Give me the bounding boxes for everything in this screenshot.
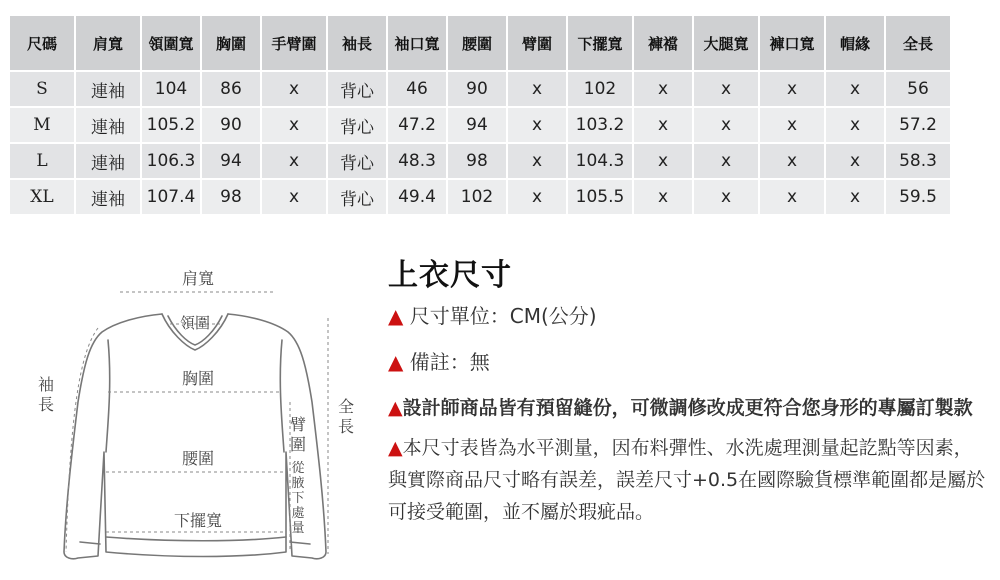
table-cell: 48.3 <box>388 144 446 178</box>
table-cell: 連袖 <box>76 144 140 178</box>
column-header: 領圍寬 <box>142 16 200 70</box>
table-cell: x <box>262 180 326 214</box>
table-cell: 49.4 <box>388 180 446 214</box>
table-cell: 46 <box>388 72 446 106</box>
collar-label: 領圍 <box>179 314 211 332</box>
column-header: 胸圍 <box>202 16 260 70</box>
unit-line <box>388 300 988 332</box>
svg-text:量: 量 <box>291 521 305 536</box>
length-label <box>338 397 354 436</box>
table-cell: x <box>508 144 566 178</box>
table-cell: 背心 <box>328 72 386 106</box>
column-header: 尺碼 <box>10 16 74 70</box>
triangle-icon: ▲ <box>388 397 403 419</box>
table-cell: 105.5 <box>568 180 632 214</box>
table-cell: 連袖 <box>76 72 140 106</box>
table-cell: 98 <box>202 180 260 214</box>
svg-text:腋: 腋 <box>291 476 305 491</box>
table-cell: 連袖 <box>76 108 140 142</box>
size-cell: S <box>10 72 74 106</box>
table-cell: 102 <box>448 180 506 214</box>
info-title: 上衣尺寸 <box>388 258 512 293</box>
triangle-icon: ▲ <box>388 350 404 374</box>
svg-text:長: 長 <box>337 417 355 436</box>
table-cell: 背心 <box>328 144 386 178</box>
table-cell: 90 <box>448 72 506 106</box>
column-header: 褲口寬 <box>760 16 824 70</box>
design-note-text: 設計師商品皆有預留縫份，可微調修改成更符合您身形的專屬訂製款 <box>402 397 973 419</box>
table-cell: 94 <box>202 144 260 178</box>
table-cell: x <box>760 144 824 178</box>
table-cell: 90 <box>202 108 260 142</box>
svg-text:處: 處 <box>291 506 305 521</box>
table-cell: x <box>262 144 326 178</box>
svg-text:臂: 臂 <box>289 415 307 434</box>
size-cell: L <box>10 144 74 178</box>
table-cell: x <box>508 108 566 142</box>
table-cell: 57.2 <box>886 108 950 142</box>
table-cell: x <box>694 180 758 214</box>
column-header: 大腿寬 <box>694 16 758 70</box>
table-row <box>10 180 950 214</box>
column-header: 下擺寬 <box>568 16 632 70</box>
column-header: 臂圍 <box>508 16 566 70</box>
table-cell: x <box>262 108 326 142</box>
table-cell: x <box>508 180 566 214</box>
arm-label <box>290 415 306 454</box>
svg-text:下: 下 <box>291 491 305 506</box>
table-cell: x <box>694 144 758 178</box>
table-cell: 104 <box>142 72 200 106</box>
size-cell: M <box>10 108 74 142</box>
table-cell: 58.3 <box>886 144 950 178</box>
table-cell: x <box>760 108 824 142</box>
size-table <box>8 14 952 216</box>
table-cell: 59.5 <box>886 180 950 214</box>
table-cell: 56 <box>886 72 950 106</box>
column-header: 袖口寬 <box>388 16 446 70</box>
table-cell: x <box>694 72 758 106</box>
table-cell: x <box>634 72 692 106</box>
table-cell: 47.2 <box>388 108 446 142</box>
table-row <box>10 108 950 142</box>
table-cell: 背心 <box>328 180 386 214</box>
hem-label: 下擺寬 <box>173 511 223 530</box>
table-cell: 背心 <box>328 108 386 142</box>
table-cell: 104.3 <box>568 144 632 178</box>
shoulder-label: 肩寬 <box>181 269 215 288</box>
measure-note-text: 本尺寸表皆為水平測量，因布料彈性、水洗處理測量起訖點等因素，與實際商品尺寸略有誤差，誤差尺寸+0.5在國際驗貨標準範圍都是屬於可接受範圍，並不屬於瑕疵品。 <box>388 437 986 523</box>
column-header: 全長 <box>886 16 950 70</box>
table-cell: 94 <box>448 108 506 142</box>
table-cell: x <box>508 72 566 106</box>
column-header: 帽緣 <box>826 16 884 70</box>
triangle-icon: ▲ <box>388 437 403 459</box>
remark-line <box>388 346 988 378</box>
table-cell: x <box>826 144 884 178</box>
table-cell: x <box>760 180 824 214</box>
unit-text: 尺寸單位：CM(公分) <box>409 304 597 328</box>
table-cell: x <box>760 72 824 106</box>
table-cell: 102 <box>568 72 632 106</box>
svg-text:從: 從 <box>291 461 305 476</box>
size-table-header-row <box>10 16 950 70</box>
triangle-icon: ▲ <box>388 304 404 328</box>
column-header: 褲襠 <box>634 16 692 70</box>
size-table-body <box>10 72 950 214</box>
remark-text: 備註：無 <box>409 350 490 374</box>
column-header: 肩寬 <box>76 16 140 70</box>
column-header: 袖長 <box>328 16 386 70</box>
table-cell: 98 <box>448 144 506 178</box>
table-cell: x <box>634 180 692 214</box>
column-header: 手臂圍 <box>262 16 326 70</box>
table-cell: 連袖 <box>76 180 140 214</box>
column-header: 腰圍 <box>448 16 506 70</box>
table-cell: x <box>694 108 758 142</box>
waist-label: 腰圍 <box>181 449 215 468</box>
svg-text:全: 全 <box>337 397 355 416</box>
table-cell: x <box>634 144 692 178</box>
table-cell: x <box>262 72 326 106</box>
table-cell: 103.2 <box>568 108 632 142</box>
table-cell: x <box>826 180 884 214</box>
measure-note <box>388 432 988 528</box>
sleeve-label <box>38 375 54 414</box>
table-cell: 105.2 <box>142 108 200 142</box>
chest-label: 胸圍 <box>181 369 215 388</box>
table-row <box>10 72 950 106</box>
sweater-diagram <box>20 252 390 580</box>
table-cell: x <box>826 72 884 106</box>
table-cell: x <box>634 108 692 142</box>
arm-note-label <box>291 461 305 536</box>
design-note <box>388 392 988 424</box>
svg-text:長: 長 <box>37 395 55 414</box>
table-cell: x <box>826 108 884 142</box>
table-row <box>10 144 950 178</box>
svg-text:圍: 圍 <box>289 435 307 454</box>
table-cell: 106.3 <box>142 144 200 178</box>
svg-text:袖: 袖 <box>37 375 55 394</box>
size-cell: XL <box>10 180 74 214</box>
size-info-panel <box>388 250 988 528</box>
table-cell: 107.4 <box>142 180 200 214</box>
table-cell: 86 <box>202 72 260 106</box>
